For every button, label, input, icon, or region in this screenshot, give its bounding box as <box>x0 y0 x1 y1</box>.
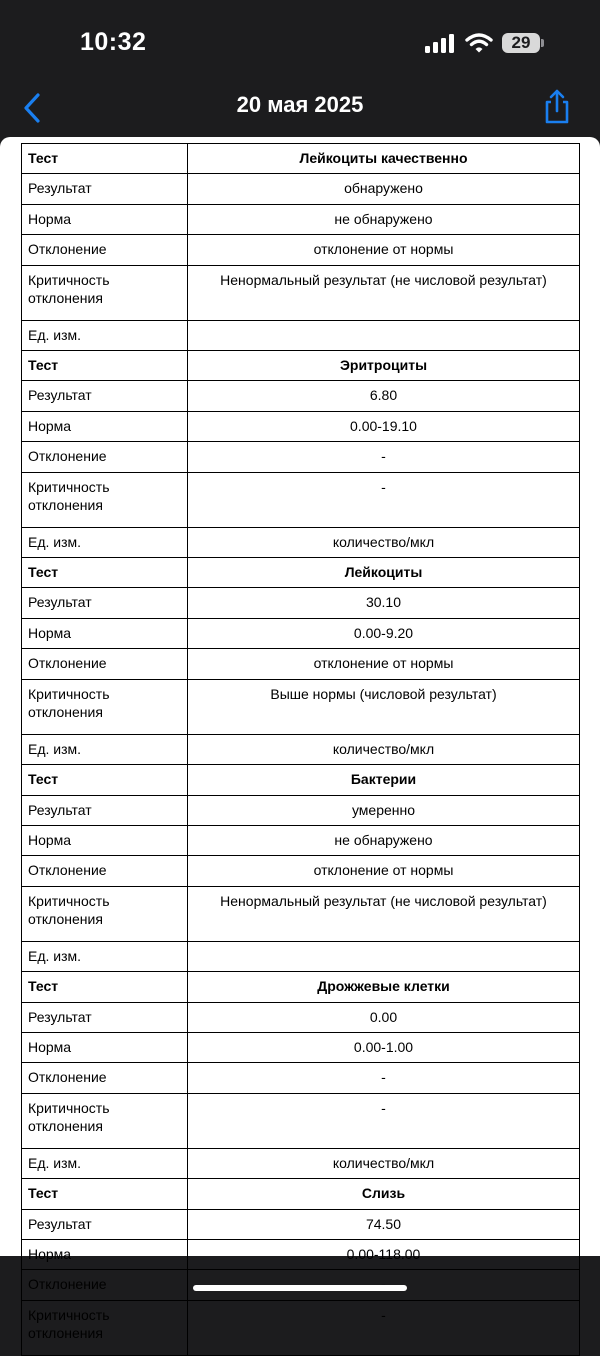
row-label: Результат <box>22 588 188 618</box>
norm-value: 0.00-118.00 <box>188 1239 580 1269</box>
unit-value: количество/мкл <box>188 734 580 764</box>
unit-value <box>188 320 580 350</box>
table-row <box>22 235 580 265</box>
share-button[interactable] <box>540 88 574 126</box>
table-row <box>22 649 580 679</box>
deviation-value: - <box>188 442 580 472</box>
table-row <box>22 558 580 588</box>
results-document[interactable] <box>0 137 600 1341</box>
row-label: Ед. изм. <box>22 1148 188 1178</box>
unit-value <box>188 941 580 971</box>
row-label: Ед. изм. <box>22 941 188 971</box>
table-row <box>22 972 580 1002</box>
row-label: Тест <box>22 144 188 174</box>
result-value: 6.80 <box>188 381 580 411</box>
deviation-value: отклонение от нормы <box>188 856 580 886</box>
criticality-value: Ненормальный результат (не числовой результат) <box>188 265 580 320</box>
test-name: Лейкоциты качественно <box>188 144 580 174</box>
row-label: Критичность отклонения <box>22 679 188 734</box>
table-row <box>22 1032 580 1062</box>
test-name: Дрожжевые клетки <box>188 972 580 1002</box>
row-label: Отклонение <box>22 1063 188 1093</box>
norm-value: 0.00-1.00 <box>188 1032 580 1062</box>
table-row <box>22 144 580 174</box>
row-label: Ед. изм. <box>22 320 188 350</box>
criticality-value: - <box>188 1093 580 1148</box>
row-label: Норма <box>22 204 188 234</box>
row-label: Отклонение <box>22 649 188 679</box>
row-label: Тест <box>22 558 188 588</box>
criticality-value: - <box>188 472 580 527</box>
deviation-value: отклонение от нормы <box>188 235 580 265</box>
table-row <box>22 1002 580 1032</box>
share-icon <box>540 88 574 126</box>
result-value: умеренно <box>188 795 580 825</box>
table-row <box>22 265 580 320</box>
table-row <box>22 1063 580 1093</box>
table-row <box>22 1239 580 1269</box>
row-label: Отклонение <box>22 1270 188 1300</box>
table-row <box>22 765 580 795</box>
table-row <box>22 351 580 381</box>
norm-value: не обнаружено <box>188 825 580 855</box>
deviation-value: отклонение от нормы <box>188 649 580 679</box>
navigation-bar <box>0 80 600 136</box>
cellular-signal-icon <box>425 34 455 54</box>
norm-value: не обнаружено <box>188 204 580 234</box>
table-row <box>22 1300 580 1355</box>
table-row <box>22 1209 580 1239</box>
row-label: Результат <box>22 1002 188 1032</box>
row-label: Отклонение <box>22 856 188 886</box>
table-row <box>22 795 580 825</box>
row-label: Критичность отклонения <box>22 265 188 320</box>
row-label: Результат <box>22 381 188 411</box>
result-value: 74.50 <box>188 1209 580 1239</box>
norm-value: 0.00-19.10 <box>188 411 580 441</box>
result-value: 0.00 <box>188 1002 580 1032</box>
row-label: Тест <box>22 351 188 381</box>
table-row <box>22 527 580 557</box>
battery-indicator: 29 <box>502 33 540 53</box>
row-label: Норма <box>22 825 188 855</box>
row-label: Норма <box>22 411 188 441</box>
row-label: Тест <box>22 972 188 1002</box>
battery-tip <box>541 39 544 47</box>
row-label: Норма <box>22 1032 188 1062</box>
row-label: Результат <box>22 174 188 204</box>
row-label: Норма <box>22 618 188 648</box>
criticality-value: - <box>188 1300 580 1355</box>
table-row <box>22 679 580 734</box>
row-label: Отклонение <box>22 442 188 472</box>
row-label: Ед. изм. <box>22 734 188 764</box>
table-row <box>22 588 580 618</box>
row-label: Отклонение <box>22 235 188 265</box>
unit-value: количество/мкл <box>188 1148 580 1178</box>
test-name: Эритроциты <box>188 351 580 381</box>
table-row <box>22 1093 580 1148</box>
table-row <box>22 941 580 971</box>
row-label: Критичность отклонения <box>22 472 188 527</box>
row-label: Критичность отклонения <box>22 1093 188 1148</box>
result-value: обнаружено <box>188 174 580 204</box>
table-row <box>22 1148 580 1178</box>
results-table <box>21 143 580 1356</box>
row-label: Результат <box>22 1209 188 1239</box>
table-row <box>22 174 580 204</box>
row-label: Критичность отклонения <box>22 886 188 941</box>
criticality-value: Выше нормы (числовой результат) <box>188 679 580 734</box>
table-row <box>22 320 580 350</box>
test-name: Бактерии <box>188 765 580 795</box>
row-label: Тест <box>22 765 188 795</box>
home-indicator[interactable] <box>193 1285 407 1291</box>
criticality-value: Ненормальный результат (не числовой результат) <box>188 886 580 941</box>
status-time: 10:32 <box>80 28 147 56</box>
result-value: 30.10 <box>188 588 580 618</box>
table-row <box>22 1179 580 1209</box>
norm-value: 0.00-9.20 <box>188 618 580 648</box>
table-row <box>22 472 580 527</box>
table-row <box>22 204 580 234</box>
wifi-icon <box>465 33 493 54</box>
row-label: Тест <box>22 1179 188 1209</box>
table-row <box>22 734 580 764</box>
test-name: Лейкоциты <box>188 558 580 588</box>
table-row <box>22 856 580 886</box>
page-title: 20 мая 2025 <box>236 92 364 117</box>
test-name: Слизь <box>188 1179 580 1209</box>
table-row <box>22 442 580 472</box>
row-label: Критичность отклонения <box>22 1300 188 1355</box>
table-row <box>22 411 580 441</box>
table-row <box>22 381 580 411</box>
row-label: Ед. изм. <box>22 527 188 557</box>
unit-value: количество/мкл <box>188 527 580 557</box>
deviation-value: - <box>188 1063 580 1093</box>
row-label: Результат <box>22 795 188 825</box>
table-row <box>22 618 580 648</box>
status-bar <box>0 0 600 80</box>
table-row <box>22 886 580 941</box>
table-row <box>22 825 580 855</box>
row-label: Норма <box>22 1239 188 1269</box>
